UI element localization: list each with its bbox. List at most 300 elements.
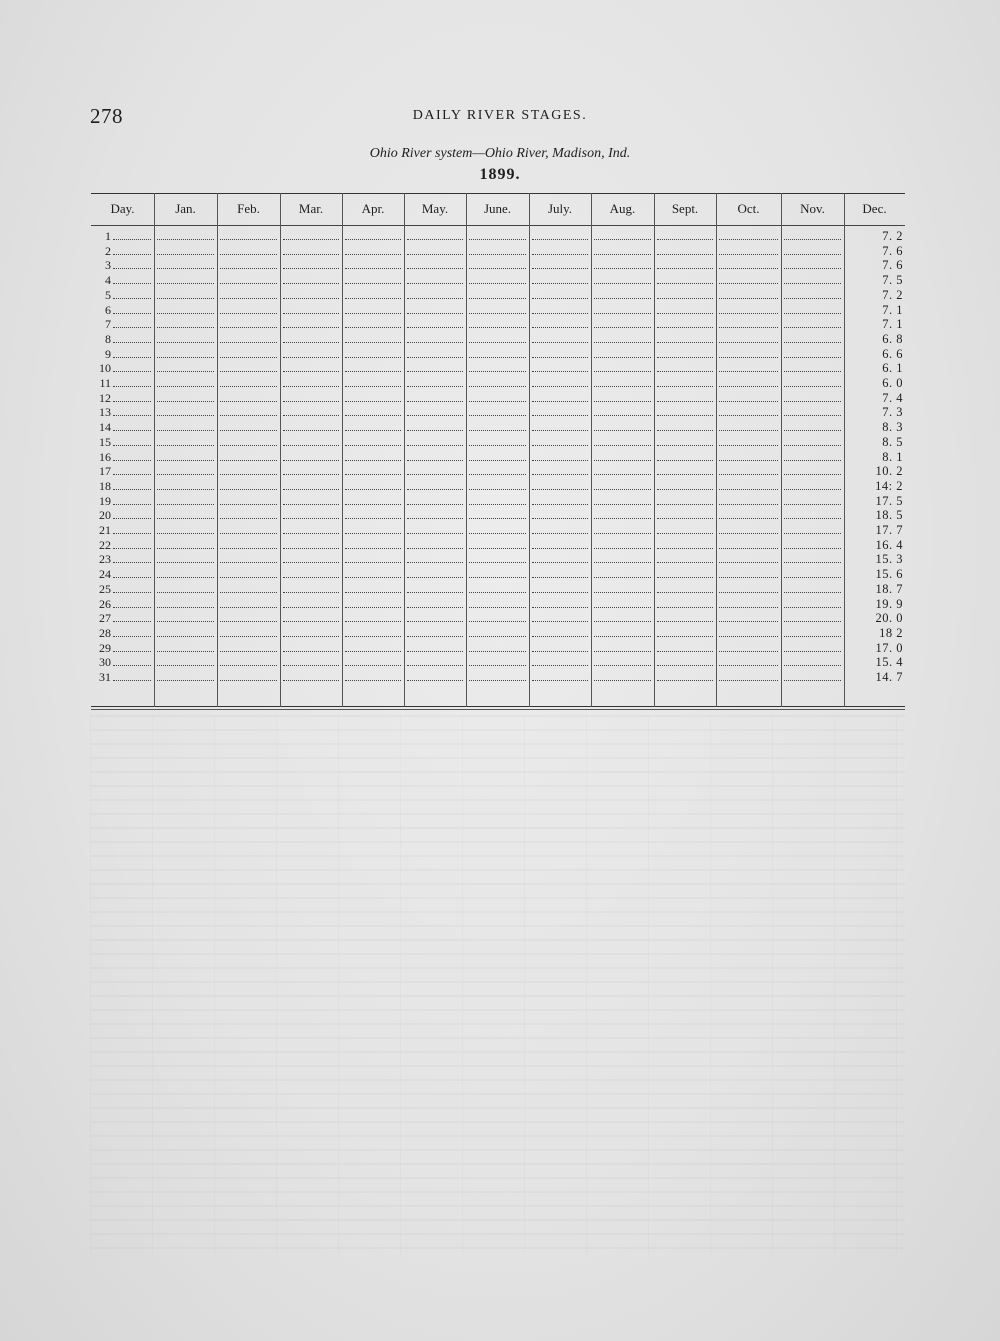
empty-cell-dots — [594, 445, 651, 446]
empty-cell-dots — [157, 327, 214, 328]
empty-cell-dots — [407, 401, 463, 402]
empty-cell-dots — [220, 680, 277, 681]
empty-cell-dots — [594, 665, 651, 666]
empty-cell-dots — [784, 327, 841, 328]
empty-cell-dots — [594, 651, 651, 652]
day-number: 14 — [99, 420, 111, 435]
empty-cell-dots — [784, 239, 841, 240]
empty-cell-dots — [719, 651, 778, 652]
empty-cell-dots — [157, 401, 214, 402]
empty-cell-dots — [220, 239, 277, 240]
empty-cell-dots — [407, 415, 463, 416]
empty-cell-dots — [657, 460, 713, 461]
empty-cell-dots — [469, 533, 526, 534]
empty-cell-dots — [283, 577, 339, 578]
day-leader-dots — [113, 504, 151, 505]
empty-cell-dots — [784, 357, 841, 358]
empty-cell-dots — [469, 268, 526, 269]
empty-cell-dots — [283, 680, 339, 681]
empty-cell-dots — [345, 313, 401, 314]
empty-cell-dots — [657, 401, 713, 402]
empty-cell-dots — [157, 357, 214, 358]
empty-cell-dots — [157, 342, 214, 343]
empty-cell-dots — [283, 386, 339, 387]
empty-cell-dots — [469, 445, 526, 446]
empty-cell-dots — [657, 371, 713, 372]
empty-cell-dots — [719, 342, 778, 343]
empty-cell-dots — [407, 592, 463, 593]
empty-cell-dots — [407, 489, 463, 490]
december-stage-value: 7. 1 — [882, 302, 903, 317]
empty-cell-dots — [719, 415, 778, 416]
december-stage-value: 7. 2 — [882, 229, 903, 243]
empty-cell-dots — [594, 298, 651, 299]
empty-cell-dots — [220, 592, 277, 593]
empty-cell-dots — [594, 621, 651, 622]
empty-cell-dots — [532, 430, 588, 431]
empty-cell-dots — [719, 680, 778, 681]
page-number: 278 — [90, 104, 123, 128]
december-stage-value: 10. 2 — [875, 464, 903, 479]
day-leader-dots — [113, 342, 151, 343]
empty-cell-dots — [594, 313, 651, 314]
empty-cell-dots — [594, 327, 651, 328]
empty-cell-dots — [283, 283, 339, 284]
column-divider — [154, 193, 155, 707]
day-leader-dots — [113, 254, 151, 255]
day-number: 12 — [99, 390, 111, 405]
empty-cell-dots — [283, 474, 339, 475]
empty-cell-dots — [407, 518, 463, 519]
empty-cell-dots — [532, 342, 588, 343]
empty-cell-dots — [469, 327, 526, 328]
day-number: 18 — [99, 478, 111, 493]
empty-cell-dots — [719, 518, 778, 519]
empty-cell-dots — [345, 621, 401, 622]
empty-cell-dots — [407, 239, 463, 240]
column-header: May. — [421, 201, 449, 216]
day-leader-dots — [113, 445, 151, 446]
empty-cell-dots — [407, 562, 463, 563]
empty-cell-dots — [407, 504, 463, 505]
empty-cell-dots — [469, 592, 526, 593]
empty-cell-dots — [157, 239, 214, 240]
december-stage-value: 8. 5 — [882, 434, 903, 449]
empty-cell-dots — [594, 460, 651, 461]
day-number: 4 — [105, 273, 111, 288]
empty-cell-dots — [594, 415, 651, 416]
empty-cell-dots — [784, 342, 841, 343]
day-number: 26 — [99, 596, 111, 611]
empty-cell-dots — [469, 313, 526, 314]
column-header: Aug. — [609, 201, 636, 216]
empty-cell-dots — [345, 268, 401, 269]
empty-cell-dots — [784, 268, 841, 269]
empty-cell-dots — [220, 386, 277, 387]
december-stage-value: 14. 7 — [875, 670, 903, 684]
empty-cell-dots — [345, 415, 401, 416]
empty-cell-dots — [220, 371, 277, 372]
empty-cell-dots — [532, 460, 588, 461]
december-stage-value: 18. 5 — [875, 508, 903, 523]
empty-cell-dots — [594, 504, 651, 505]
empty-cell-dots — [407, 386, 463, 387]
day-number: 6 — [105, 302, 111, 317]
empty-cell-dots — [657, 592, 713, 593]
empty-cell-dots — [220, 665, 277, 666]
empty-cell-dots — [220, 298, 277, 299]
day-leader-dots — [113, 621, 151, 622]
empty-cell-dots — [719, 239, 778, 240]
empty-cell-dots — [657, 577, 713, 578]
table-subtitle: Ohio River system—Ohio River, Madison, Ind. — [369, 146, 631, 161]
empty-cell-dots — [407, 636, 463, 637]
empty-cell-dots — [220, 342, 277, 343]
empty-cell-dots — [784, 607, 841, 608]
empty-cell-dots — [157, 283, 214, 284]
empty-cell-dots — [784, 636, 841, 637]
empty-cell-dots — [283, 518, 339, 519]
empty-cell-dots — [784, 283, 841, 284]
empty-cell-dots — [407, 430, 463, 431]
empty-cell-dots — [532, 283, 588, 284]
column-divider — [404, 193, 405, 707]
empty-cell-dots — [657, 504, 713, 505]
day-number: 23 — [99, 552, 111, 567]
empty-cell-dots — [345, 357, 401, 358]
empty-cell-dots — [157, 577, 214, 578]
empty-cell-dots — [157, 268, 214, 269]
empty-cell-dots — [532, 327, 588, 328]
empty-cell-dots — [345, 283, 401, 284]
empty-cell-dots — [784, 562, 841, 563]
empty-cell-dots — [532, 592, 588, 593]
empty-cell-dots — [345, 430, 401, 431]
empty-cell-dots — [220, 268, 277, 269]
empty-cell-dots — [469, 518, 526, 519]
empty-cell-dots — [719, 636, 778, 637]
day-leader-dots — [113, 562, 151, 563]
day-number: 20 — [99, 508, 111, 523]
column-header: June. — [483, 201, 512, 216]
empty-cell-dots — [784, 254, 841, 255]
empty-cell-dots — [220, 254, 277, 255]
empty-cell-dots — [784, 460, 841, 461]
day-number: 21 — [99, 523, 111, 537]
day-number: 19 — [99, 493, 111, 508]
column-header: Apr. — [361, 201, 385, 216]
empty-cell-dots — [532, 371, 588, 372]
day-number: 15 — [99, 434, 111, 449]
day-leader-dots — [113, 533, 151, 534]
empty-cell-dots — [345, 636, 401, 637]
empty-cell-dots — [220, 401, 277, 402]
empty-cell-dots — [594, 283, 651, 284]
empty-cell-dots — [657, 298, 713, 299]
empty-cell-dots — [469, 680, 526, 681]
empty-cell-dots — [719, 548, 778, 549]
table-bottom-rule — [91, 706, 905, 707]
day-leader-dots — [113, 577, 151, 578]
empty-cell-dots — [657, 268, 713, 269]
empty-cell-dots — [283, 327, 339, 328]
empty-cell-dots — [220, 518, 277, 519]
empty-cell-dots — [283, 489, 339, 490]
empty-cell-dots — [594, 401, 651, 402]
day-leader-dots — [113, 548, 151, 549]
empty-cell-dots — [157, 562, 214, 563]
empty-cell-dots — [345, 474, 401, 475]
column-header: July. — [547, 201, 573, 216]
column-divider — [217, 193, 218, 707]
empty-cell-dots — [345, 592, 401, 593]
empty-cell-dots — [784, 430, 841, 431]
empty-cell-dots — [784, 518, 841, 519]
empty-cell-dots — [719, 665, 778, 666]
empty-cell-dots — [784, 415, 841, 416]
empty-cell-dots — [532, 680, 588, 681]
day-leader-dots — [113, 371, 151, 372]
empty-cell-dots — [345, 504, 401, 505]
empty-cell-dots — [784, 577, 841, 578]
day-number: 10 — [99, 361, 111, 376]
empty-cell-dots — [469, 386, 526, 387]
empty-cell-dots — [220, 504, 277, 505]
empty-cell-dots — [594, 371, 651, 372]
empty-cell-dots — [469, 430, 526, 431]
river-stage-table — [91, 193, 905, 710]
table-year: 1899. — [479, 166, 521, 183]
empty-cell-dots — [469, 548, 526, 549]
empty-cell-dots — [657, 680, 713, 681]
empty-cell-dots — [469, 489, 526, 490]
empty-cell-dots — [345, 562, 401, 563]
empty-cell-dots — [532, 474, 588, 475]
empty-cell-dots — [784, 474, 841, 475]
empty-cell-dots — [719, 607, 778, 608]
empty-cell-dots — [407, 283, 463, 284]
empty-cell-dots — [532, 239, 588, 240]
empty-cell-dots — [532, 636, 588, 637]
empty-cell-dots — [283, 504, 339, 505]
empty-cell-dots — [220, 430, 277, 431]
day-leader-dots — [113, 357, 151, 358]
empty-cell-dots — [719, 445, 778, 446]
empty-cell-dots — [719, 268, 778, 269]
empty-cell-dots — [220, 548, 277, 549]
empty-cell-dots — [220, 313, 277, 314]
empty-cell-dots — [157, 636, 214, 637]
empty-cell-dots — [157, 460, 214, 461]
empty-cell-dots — [469, 357, 526, 358]
day-number: 17 — [99, 464, 111, 479]
empty-cell-dots — [345, 489, 401, 490]
empty-cell-dots — [283, 254, 339, 255]
day-leader-dots — [113, 327, 151, 328]
empty-cell-dots — [283, 239, 339, 240]
empty-cell-dots — [407, 665, 463, 666]
empty-cell-dots — [594, 562, 651, 563]
empty-cell-dots — [157, 504, 214, 505]
empty-cell-dots — [157, 607, 214, 608]
empty-cell-dots — [469, 562, 526, 563]
empty-cell-dots — [719, 357, 778, 358]
empty-cell-dots — [220, 651, 277, 652]
empty-cell-dots — [345, 577, 401, 578]
day-number: 3 — [105, 258, 111, 273]
empty-cell-dots — [283, 415, 339, 416]
day-leader-dots — [113, 651, 151, 652]
december-stage-value: 15. 3 — [875, 552, 903, 567]
day-number: 24 — [99, 567, 111, 582]
empty-cell-dots — [157, 489, 214, 490]
empty-cell-dots — [407, 548, 463, 549]
december-stage-value: 17. 0 — [875, 640, 903, 655]
empty-cell-dots — [157, 533, 214, 534]
day-number: 13 — [99, 405, 111, 420]
empty-cell-dots — [345, 651, 401, 652]
empty-cell-dots — [157, 430, 214, 431]
december-stage-value: 17. 5 — [875, 493, 903, 508]
empty-cell-dots — [594, 607, 651, 608]
empty-cell-dots — [657, 342, 713, 343]
empty-cell-dots — [657, 607, 713, 608]
december-stage-value: 8. 3 — [882, 420, 903, 435]
empty-cell-dots — [784, 548, 841, 549]
empty-cell-dots — [784, 651, 841, 652]
december-stage-value: 7. 5 — [882, 273, 903, 288]
day-number: 31 — [99, 670, 111, 684]
column-divider — [844, 193, 845, 707]
empty-cell-dots — [784, 386, 841, 387]
empty-cell-dots — [594, 342, 651, 343]
column-divider — [280, 193, 281, 707]
empty-cell-dots — [469, 239, 526, 240]
day-number: 29 — [99, 640, 111, 655]
empty-cell-dots — [532, 298, 588, 299]
empty-cell-dots — [719, 621, 778, 622]
day-number: 7 — [105, 317, 111, 332]
december-stage-value: 18. 7 — [875, 581, 903, 596]
december-stage-value: 7. 2 — [882, 287, 903, 302]
empty-cell-dots — [407, 651, 463, 652]
empty-cell-dots — [220, 621, 277, 622]
empty-cell-dots — [283, 342, 339, 343]
empty-cell-dots — [594, 239, 651, 240]
empty-cell-dots — [594, 533, 651, 534]
empty-cell-dots — [594, 489, 651, 490]
empty-cell-dots — [594, 680, 651, 681]
empty-cell-dots — [784, 680, 841, 681]
empty-cell-dots — [157, 680, 214, 681]
day-leader-dots — [113, 401, 151, 402]
empty-cell-dots — [407, 680, 463, 681]
empty-cell-dots — [407, 357, 463, 358]
empty-cell-dots — [345, 665, 401, 666]
empty-cell-dots — [220, 577, 277, 578]
december-stage-value: 7. 1 — [882, 317, 903, 332]
column-header: Oct. — [737, 201, 760, 216]
empty-cell-dots — [784, 401, 841, 402]
empty-cell-dots — [719, 283, 778, 284]
empty-cell-dots — [345, 680, 401, 681]
empty-cell-dots — [345, 518, 401, 519]
empty-cell-dots — [283, 592, 339, 593]
empty-cell-dots — [345, 533, 401, 534]
empty-cell-dots — [657, 327, 713, 328]
empty-cell-dots — [594, 636, 651, 637]
empty-cell-dots — [657, 239, 713, 240]
december-stage-value: 6. 8 — [882, 331, 903, 346]
empty-cell-dots — [157, 518, 214, 519]
december-stage-value: 19. 9 — [875, 596, 903, 611]
empty-cell-dots — [469, 254, 526, 255]
empty-cell-dots — [157, 548, 214, 549]
empty-cell-dots — [657, 621, 713, 622]
empty-cell-dots — [594, 386, 651, 387]
empty-cell-dots — [719, 460, 778, 461]
empty-cell-dots — [407, 533, 463, 534]
empty-cell-dots — [532, 651, 588, 652]
empty-cell-dots — [407, 460, 463, 461]
empty-cell-dots — [469, 415, 526, 416]
day-number: 11 — [99, 376, 111, 390]
empty-cell-dots — [719, 562, 778, 563]
empty-cell-dots — [657, 474, 713, 475]
empty-cell-dots — [657, 636, 713, 637]
empty-cell-dots — [784, 445, 841, 446]
empty-cell-dots — [532, 665, 588, 666]
empty-cell-dots — [719, 489, 778, 490]
empty-cell-dots — [157, 313, 214, 314]
empty-cell-dots — [719, 386, 778, 387]
column-header: Jan. — [175, 201, 196, 216]
empty-cell-dots — [283, 298, 339, 299]
empty-cell-dots — [719, 327, 778, 328]
empty-cell-dots — [532, 577, 588, 578]
day-leader-dots — [113, 460, 151, 461]
december-stage-value: 7. 3 — [882, 405, 903, 420]
empty-cell-dots — [594, 592, 651, 593]
empty-cell-dots — [220, 357, 277, 358]
december-stage-value: 8. 1 — [882, 449, 903, 464]
empty-cell-dots — [345, 401, 401, 402]
column-divider — [591, 193, 592, 707]
empty-cell-dots — [283, 445, 339, 446]
empty-cell-dots — [657, 386, 713, 387]
empty-cell-dots — [407, 313, 463, 314]
empty-cell-dots — [469, 401, 526, 402]
empty-cell-dots — [220, 283, 277, 284]
day-number: 30 — [99, 655, 111, 670]
empty-cell-dots — [407, 445, 463, 446]
column-header: Day. — [110, 201, 135, 216]
empty-cell-dots — [345, 548, 401, 549]
empty-cell-dots — [719, 504, 778, 505]
empty-cell-dots — [657, 562, 713, 563]
empty-cell-dots — [283, 371, 339, 372]
empty-cell-dots — [532, 548, 588, 549]
empty-cell-dots — [657, 518, 713, 519]
empty-cell-dots — [157, 474, 214, 475]
empty-cell-dots — [657, 445, 713, 446]
day-number: 25 — [99, 581, 111, 596]
empty-cell-dots — [657, 313, 713, 314]
column-header: Feb. — [237, 201, 260, 216]
header-rule — [91, 225, 905, 226]
empty-cell-dots — [469, 636, 526, 637]
empty-cell-dots — [719, 577, 778, 578]
